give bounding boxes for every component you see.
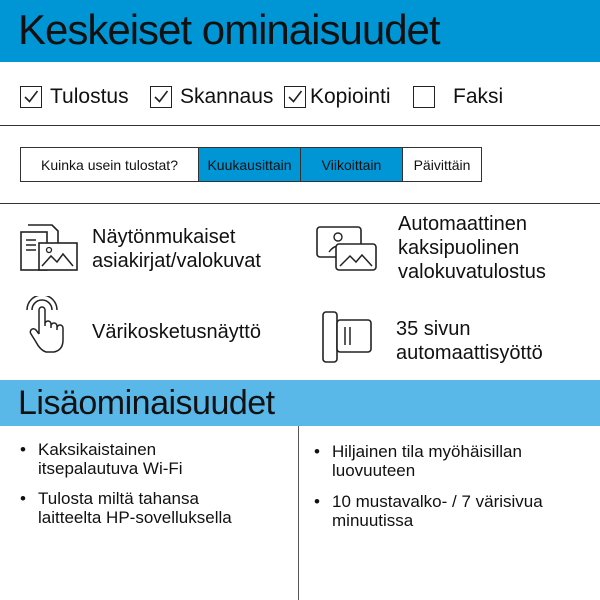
feature-duplex-line2: kaksipuolinen (398, 237, 520, 259)
feature-feeder-line1: 35 sivun (396, 318, 471, 340)
checkbox-label: Kopiointi (310, 85, 391, 108)
frequency-option-weekly[interactable]: Viikoittain (301, 148, 403, 181)
section-divider (0, 203, 600, 204)
checkbox-label: Skannaus (180, 85, 274, 108)
bullet-dot-icon: • (20, 440, 26, 459)
feature-duplex-line3: valokuvatulostus (398, 261, 546, 283)
checkbox-checked-icon[interactable] (20, 86, 42, 108)
checkbox-tulostus[interactable] (20, 84, 129, 110)
frequency-option-monthly[interactable]: Kuukausittain (199, 148, 301, 181)
column-divider (298, 426, 299, 600)
feature-touchscreen: Värikosketusnäyttö (92, 321, 261, 343)
checkbox-label: Faksi (453, 85, 504, 108)
documents-photo-icon (18, 222, 80, 279)
bullet-item-continued: laitteelta HP-sovelluksella (38, 508, 232, 527)
bullet-dot-icon: • (20, 489, 26, 508)
feature-documents-line2: asiakirjat/valokuvat (92, 250, 261, 272)
frequency-question: Kuinka usein tulostat? (21, 148, 199, 181)
bullet-item: • Kaksikaistainen (20, 440, 157, 459)
duplex-photo-icon (314, 222, 380, 279)
bullet-item: • Hiljainen tila myöhäisillan (314, 442, 522, 461)
main-features-header (0, 0, 600, 62)
checkbox-checked-icon[interactable] (150, 86, 172, 108)
main-features-title: Keskeiset ominaisuudet (18, 6, 440, 53)
checkbox-unchecked-icon[interactable] (413, 86, 435, 108)
checkbox-label: Tulostus (50, 85, 129, 108)
feature-documents-line1: Näytönmukaiset (92, 226, 236, 248)
bullet-dot-icon: • (314, 492, 320, 511)
feature-feeder-line2: automaattisyöttö (396, 342, 543, 364)
print-frequency-selector (20, 147, 482, 182)
checkbox-skannaus[interactable] (150, 84, 273, 110)
extra-features-title: Lisäominaisuudet (18, 384, 275, 422)
bullet-dot-icon: • (314, 442, 320, 461)
frequency-option-daily[interactable]: Päivittäin (413, 156, 471, 173)
bullet-item-continued: minuutissa (332, 511, 414, 530)
feature-duplex-line1: Automaattinen (398, 213, 527, 235)
checkbox-faksi[interactable] (413, 84, 503, 110)
bullet-item-continued: luovuuteen (332, 461, 416, 480)
bullet-item-continued: itsepalautuva Wi-Fi (38, 459, 183, 478)
touch-hand-icon (26, 296, 72, 359)
bullet-item: • Tulosta miltä tahansa (20, 489, 199, 508)
checkbox-kopiointi[interactable] (284, 84, 391, 110)
extra-features-header (0, 380, 600, 426)
document-feeder-icon (320, 309, 376, 370)
bullet-item: • 10 mustavalko- / 7 värisivua (314, 492, 543, 511)
checkbox-checked-icon[interactable] (284, 86, 306, 108)
